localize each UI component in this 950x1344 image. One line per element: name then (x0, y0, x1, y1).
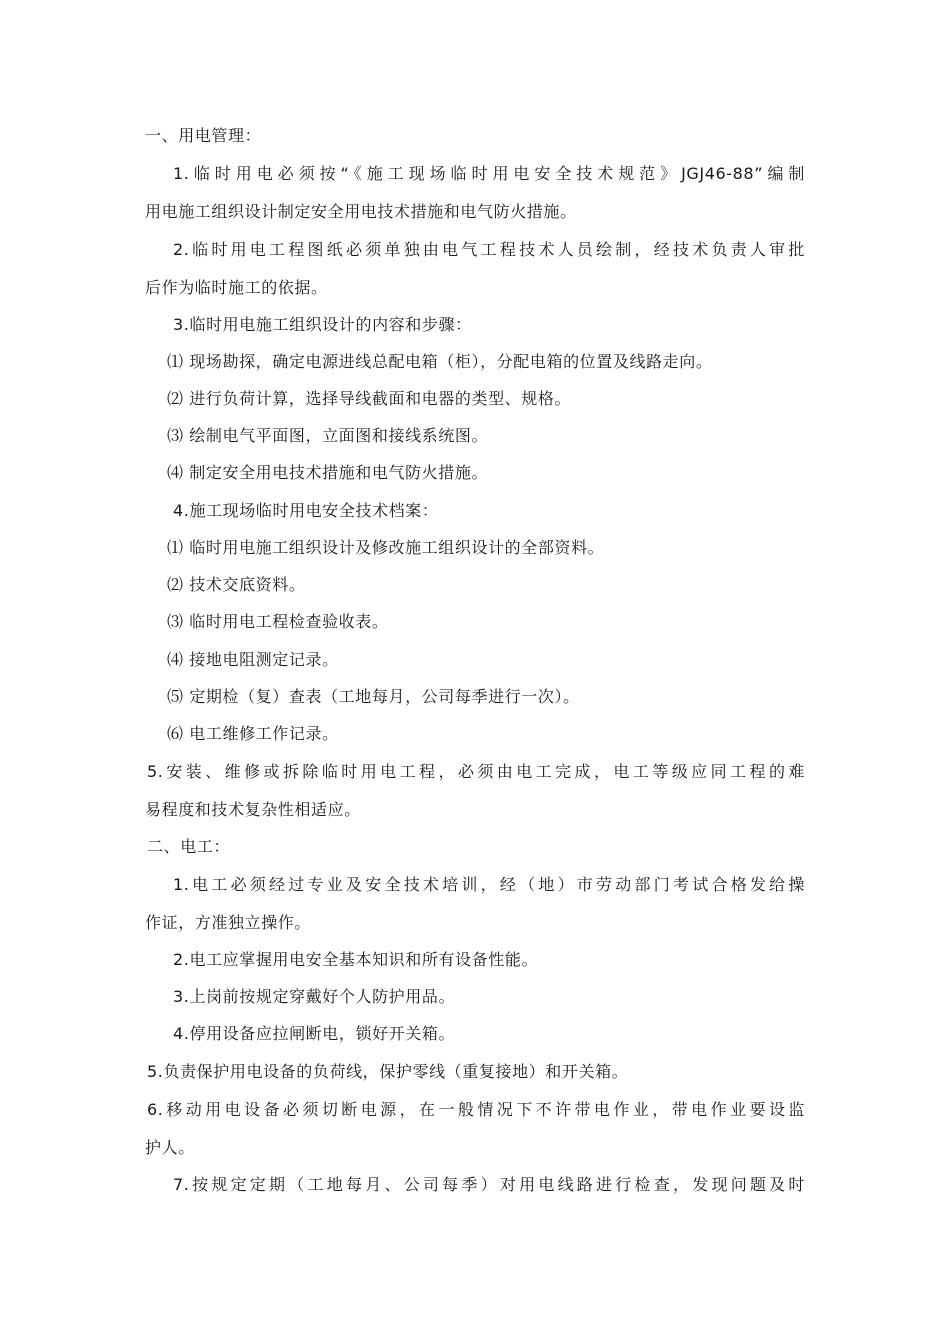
paragraph-line: 易程度和技术复杂性相适应。 (145, 800, 361, 819)
paragraph-line: 5.安装、维修或拆除临时用电工程，必须由电工完成，电工等级应同工程的难 (147, 762, 805, 781)
section-heading-electrician: 二、电工： (147, 837, 231, 856)
paragraph-line: 作证，方准独立操作。 (145, 913, 312, 932)
section-heading-power-management: 一、用电管理： (145, 126, 262, 145)
paragraph-line: 6.移动用电设备必须切断电源，在一般情况下不许带电作业，带电作业要设监 (147, 1100, 805, 1119)
paragraph-line: 2.电工应掌握用电安全基本知识和所有设备性能。 (173, 950, 539, 969)
list-item: ⑵ 技术交底资料。 (167, 575, 306, 594)
list-item: ⑹ 电工维修工作记录。 (167, 724, 339, 743)
paragraph-line: 1.电工必须经过专业及安全技术培训，经（地）市劳动部门考试合格发给操 (173, 875, 805, 894)
list-item: ⑶ 绘制电气平面图，立面图和接线系统图。 (167, 426, 489, 445)
paragraph-line: 7.按规定定期（工地每月、公司每季）对用电线路进行检查，发现问题及时 (173, 1175, 805, 1194)
paragraph-line: 3.上岗前按规定穿戴好个人防护用品。 (173, 987, 456, 1006)
paragraph-line: 5.负责保护用电设备的负荷线，保护零线（重复接地）和开关箱。 (147, 1062, 629, 1081)
list-item: ⑸ 定期检（复）查表（工地每月，公司每季进行一次）。 (167, 687, 580, 706)
paragraph-line: 护人。 (145, 1138, 195, 1157)
list-item: ⑵ 进行负荷计算，选择导线截面和电器的类型、规格。 (167, 389, 572, 408)
paragraph-line: 3.临时用电施工组织设计的内容和步骤： (173, 315, 472, 334)
list-item: ⑶ 临时用电工程检查验收表。 (167, 612, 389, 631)
paragraph-line: 用电施工组织设计制定安全用电技术措施和电气防火措施。 (145, 202, 577, 221)
list-item: ⑴ 临时用电施工组织设计及修改施工组织设计的全部资料。 (167, 538, 605, 557)
paragraph-line: 4.施工现场临时用电安全技术档案： (173, 501, 439, 520)
list-item: ⑷ 制定安全用电技术措施和电气防火措施。 (167, 463, 489, 482)
list-item: ⑴ 现场勘探，确定电源进线总配电箱（柜），分配电箱的位置及线路走向。 (167, 352, 713, 371)
paragraph-line: 2.临时用电工程图纸必须单独由电气工程技术人员绘制，经技术负责人审批 (173, 240, 805, 259)
paragraph-line: 后作为临时施工的依据。 (145, 278, 328, 297)
list-item: ⑷ 接地电阻测定记录。 (167, 650, 339, 669)
paragraph-line: 4.停用设备应拉闸断电，锁好开关箱。 (173, 1024, 456, 1043)
paragraph-line: 1.临时用电必须按“《施工现场临时用电安全技术规范》JGJ46-88”编制 (173, 164, 805, 183)
